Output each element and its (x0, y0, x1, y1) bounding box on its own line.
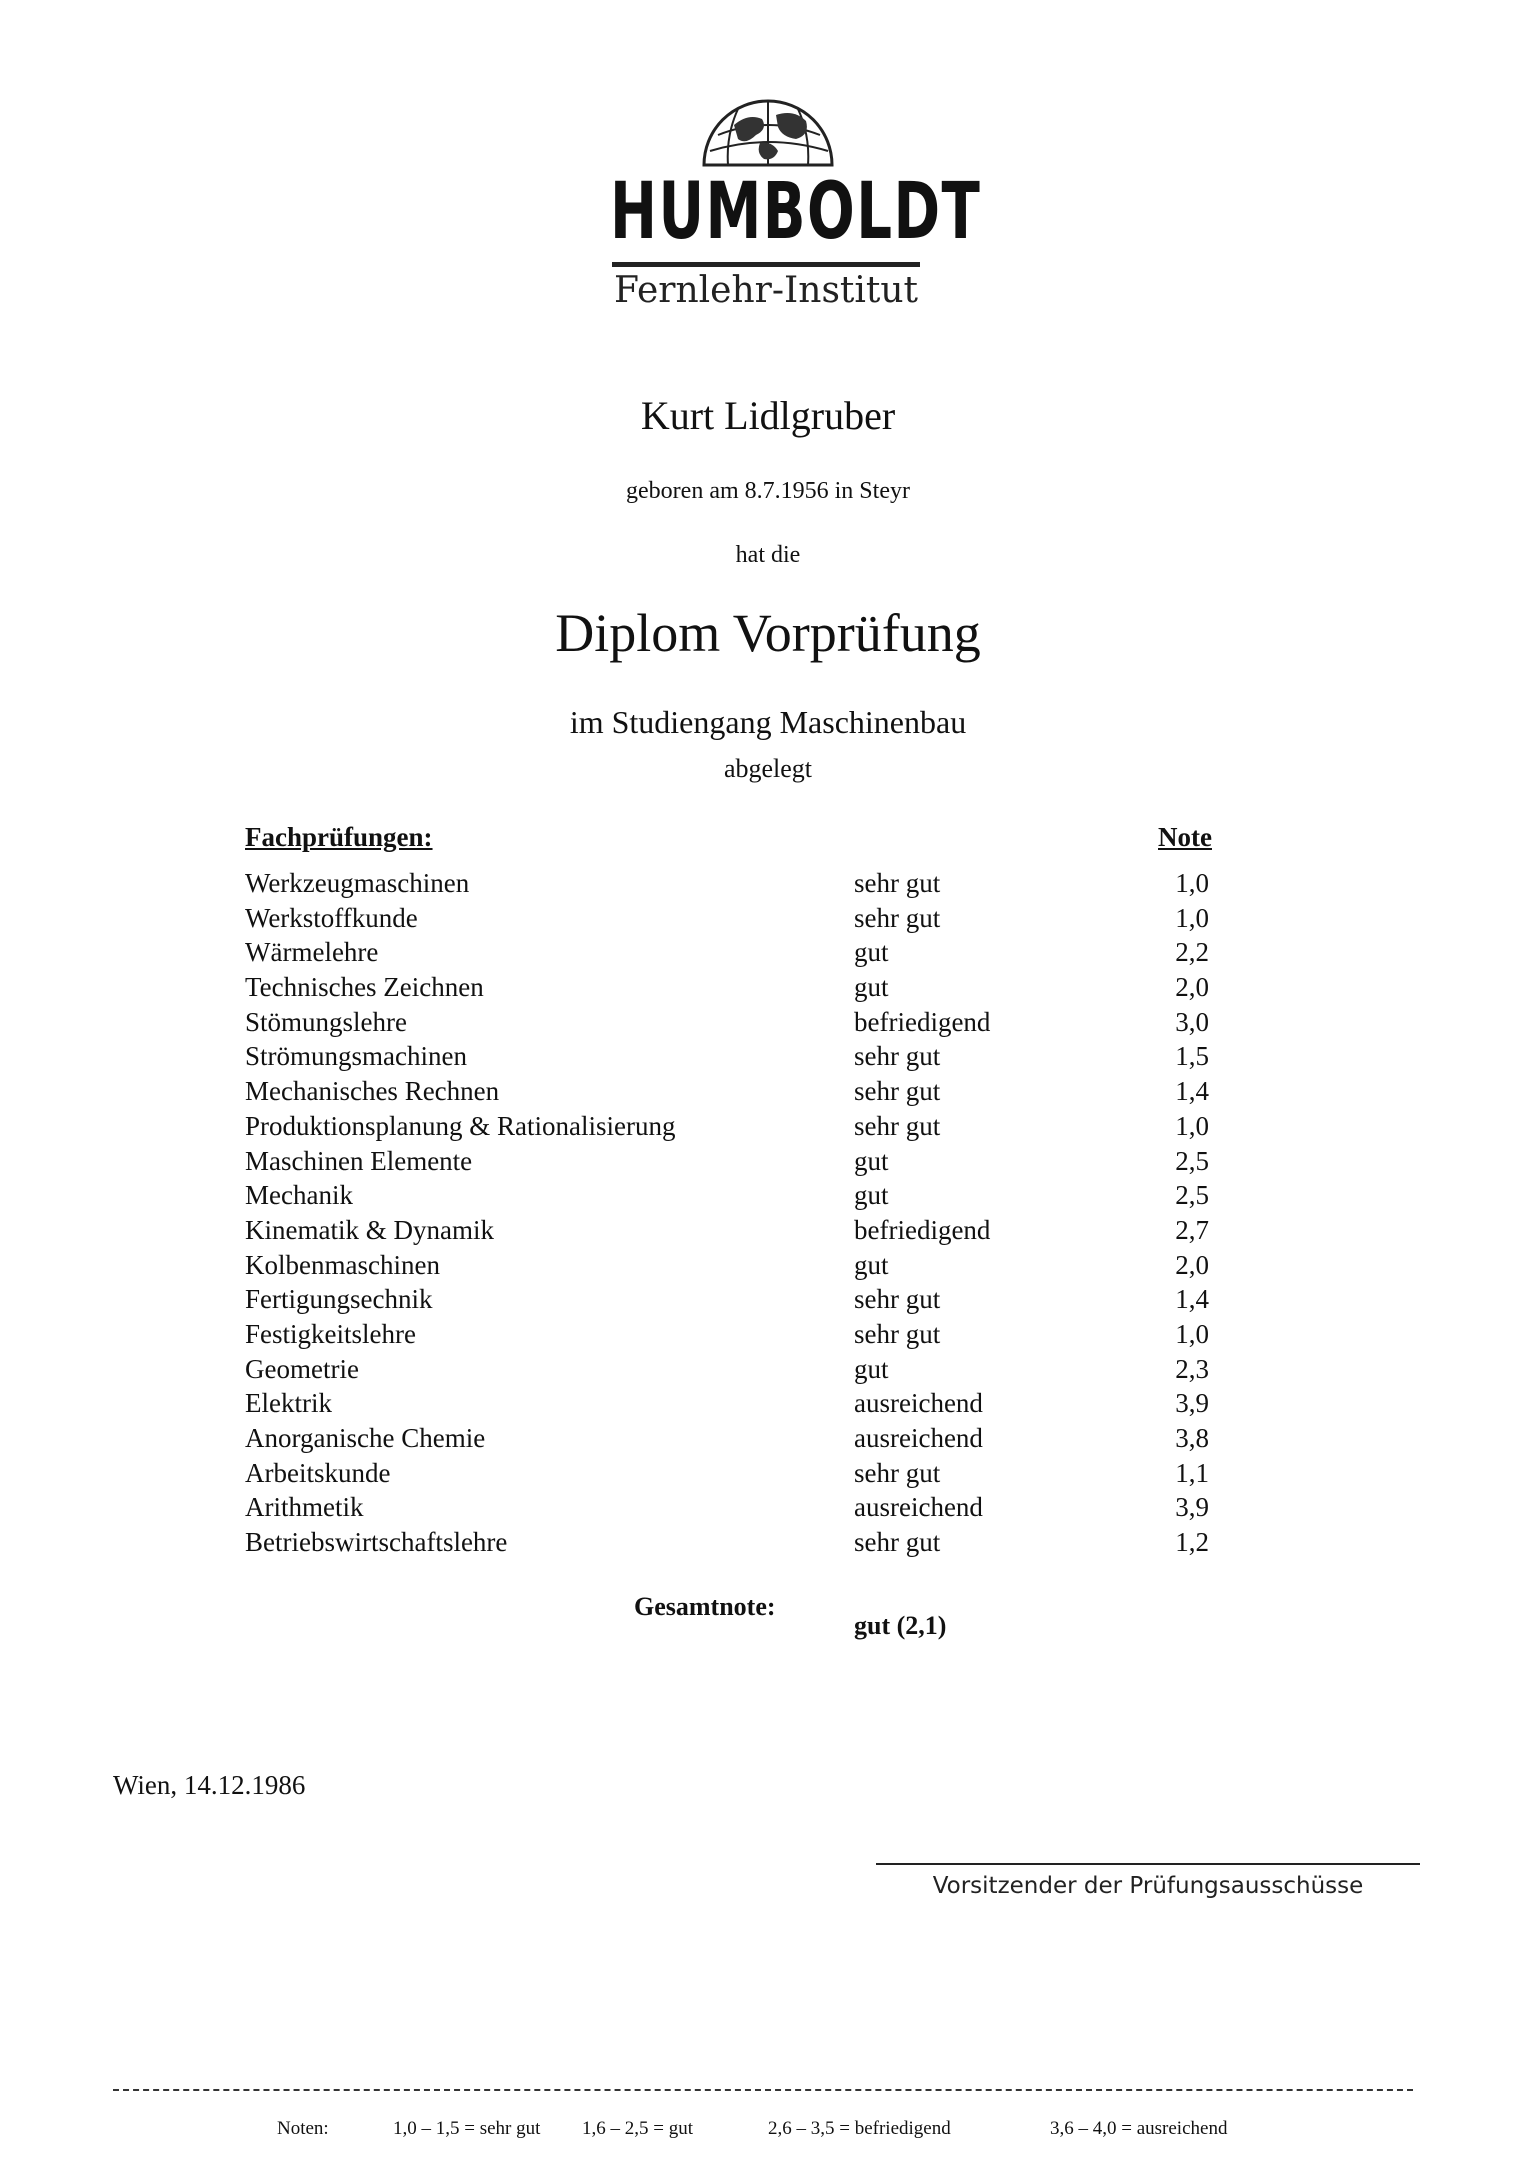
predicate-cell: sehr gut (854, 1110, 941, 1141)
grade-cell: 2,5 (1175, 1145, 1209, 1176)
table-row (245, 935, 1245, 970)
predicate-cell: ausreichend (854, 1492, 983, 1523)
subject-cell: Betriebswirtschaftslehre (245, 1527, 508, 1558)
subject-cell: Kolbenmaschinen (245, 1249, 440, 1280)
overall-label: Gesamtnote: (634, 1592, 776, 1621)
grade-cell: 2,2 (1175, 937, 1209, 968)
signature-label: Vorsitzender der Prüfungsausschüsse (932, 1873, 1364, 1899)
predicate-cell: gut (854, 1145, 889, 1176)
predicate-cell: ausreichend (854, 1423, 983, 1453)
table-row (245, 1352, 1245, 1387)
subject-cell: Fertigungsechnik (245, 1284, 433, 1315)
predicate-cell: befriedigend (854, 1214, 991, 1245)
predicate-cell: sehr gut (854, 1318, 941, 1349)
grade-cell: 1,4 (1175, 1076, 1209, 1107)
legend-item: 2,6 – 3,5 = befriedigend (768, 2118, 951, 2139)
legend-item: 1,0 – 1,5 = sehr gut (393, 2118, 541, 2139)
table-row (245, 1005, 1245, 1040)
table-row (245, 1317, 1245, 1352)
subject-cell: Produktionsplanung & Rationalisierung (245, 1110, 676, 1141)
table-row (245, 1213, 1245, 1248)
subject-cell: Maschinen Elemente (245, 1145, 473, 1176)
institute-logo (610, 95, 982, 315)
passed-text: abgelegt (723, 754, 813, 783)
subject-cell: Technisches Zeichnen (245, 972, 484, 1003)
table-row (245, 970, 1245, 1005)
grade-cell: 2,0 (1175, 972, 1209, 1003)
subject-cell: Wärmelehre (245, 937, 379, 968)
predicate-cell: sehr gut (854, 1041, 941, 1072)
grade-cell: 2,7 (1175, 1214, 1209, 1245)
table-row (245, 1386, 1245, 1421)
table-row (245, 1421, 1245, 1456)
overall-value: gut (2,1) (854, 1611, 947, 1640)
subject-cell: Werkstoffkunde (245, 902, 418, 933)
predicate-cell: sehr gut (854, 1457, 941, 1488)
grade-header: Note (1158, 822, 1212, 852)
table-row (245, 1039, 1245, 1074)
subject-cell: Festigkeitslehre (245, 1318, 416, 1349)
subject-cell: Anorganische Chemie (245, 1423, 486, 1453)
table-row (245, 1248, 1245, 1283)
grade-cell: 1,4 (1175, 1284, 1209, 1315)
table-row (245, 1456, 1245, 1491)
grade-cell: 3,8 (1175, 1423, 1209, 1453)
cut-line (113, 2089, 1413, 2091)
subjects-table (245, 866, 1245, 1560)
program-line: im Studiengang Maschinenbau (569, 704, 967, 740)
predicate-cell: ausreichend (854, 1388, 983, 1419)
grade-cell: 1,0 (1175, 902, 1209, 933)
place-date: Wien, 14.12.1986 (113, 1770, 306, 1800)
predicate-cell: sehr gut (854, 1076, 941, 1107)
table-row (245, 901, 1245, 936)
grade-cell: 1,1 (1175, 1457, 1209, 1488)
grade-cell: 1,0 (1175, 868, 1209, 898)
subject-cell: Strömungsmachinen (245, 1041, 467, 1072)
subject-cell: Mechanisches Rechnen (245, 1076, 500, 1107)
grade-cell: 2,5 (1175, 1180, 1209, 1211)
grade-cell: 1,0 (1175, 1110, 1209, 1141)
legend-label: Noten: (277, 2118, 329, 2139)
table-row (245, 1525, 1245, 1560)
signature-line (876, 1863, 1420, 1865)
subject-cell: Arithmetik (245, 1492, 364, 1523)
subject-cell: Kinematik & Dynamik (245, 1214, 494, 1245)
table-row (245, 1109, 1245, 1144)
subject-cell: Elektrik (245, 1388, 332, 1419)
globe-icon (698, 95, 838, 167)
logo-rule (612, 262, 920, 267)
table-row (245, 1074, 1245, 1109)
subjects-header: Fachprüfungen: (245, 822, 433, 852)
predicate-cell: sehr gut (854, 1527, 941, 1558)
legend-item: 3,6 – 4,0 = ausreichend (1050, 2118, 1228, 2139)
predicate-cell: gut (854, 1180, 889, 1211)
grade-cell: 3,9 (1175, 1492, 1209, 1523)
grade-cell: 1,0 (1175, 1318, 1209, 1349)
recipient-name: Kurt Lidlgruber (640, 393, 896, 438)
table-row (245, 1282, 1245, 1317)
predicate-cell: sehr gut (854, 902, 941, 933)
predicate-cell: gut (854, 1353, 889, 1384)
predicate-cell: sehr gut (854, 1284, 941, 1315)
table-row (245, 1178, 1245, 1213)
grade-cell: 2,0 (1175, 1249, 1209, 1280)
predicate-cell: gut (854, 1249, 889, 1280)
grade-cell: 1,5 (1175, 1041, 1209, 1072)
grade-cell: 3,9 (1175, 1388, 1209, 1419)
intro-text: hat die (735, 542, 801, 568)
logo-subtitle: Fernlehr-Institut (613, 270, 919, 311)
table-row (245, 1144, 1245, 1179)
subject-cell: Geometrie (245, 1353, 359, 1384)
grade-cell: 2,3 (1175, 1353, 1209, 1384)
grade-cell: 3,0 (1175, 1006, 1209, 1037)
grade-cell: 1,2 (1175, 1527, 1209, 1558)
birth-line: geboren am 8.7.1956 in Steyr (626, 478, 910, 504)
subject-cell: Arbeitskunde (245, 1457, 391, 1488)
table-row (245, 1490, 1245, 1525)
table-row (245, 866, 1245, 901)
subject-cell: Stömungslehre (245, 1006, 407, 1037)
logo-wordmark: HUMBOLDT (610, 167, 982, 257)
predicate-cell: gut (854, 972, 889, 1003)
predicate-cell: sehr gut (854, 868, 941, 898)
exam-title: Diplom Vorprüfung (555, 603, 981, 663)
subject-cell: Werkzeugmaschinen (245, 868, 470, 898)
predicate-cell: gut (854, 937, 889, 968)
predicate-cell: befriedigend (854, 1006, 991, 1037)
subject-cell: Mechanik (245, 1180, 353, 1211)
legend-item: 1,6 – 2,5 = gut (582, 2118, 693, 2139)
